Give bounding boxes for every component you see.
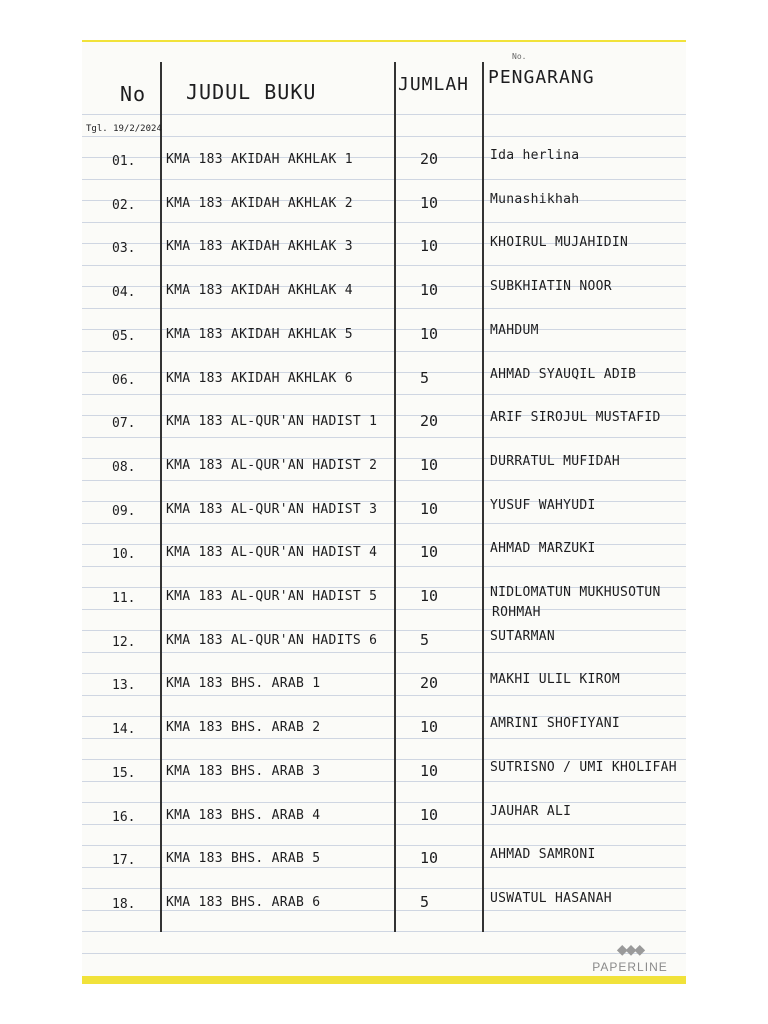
ruled-line — [82, 566, 686, 567]
book-quantity: 5 — [420, 630, 430, 649]
book-author: Munashikhah — [490, 191, 580, 207]
book-quantity: 10 — [420, 499, 439, 518]
notebook-page — [82, 42, 686, 982]
book-title: KMA 183 AL-QUR'AN HADIST 2 — [166, 457, 378, 473]
book-title: KMA 183 BHS. ARAB 1 — [166, 676, 321, 692]
row-number: 13. — [112, 678, 136, 694]
row-number: 07. — [112, 416, 136, 432]
row-number: 06. — [112, 372, 136, 388]
book-quantity: 10 — [420, 587, 439, 605]
book-title: KMA 183 BHS. ARAB 5 — [166, 851, 321, 867]
row-number: 02. — [112, 197, 136, 213]
column-divider-qty — [482, 62, 484, 932]
book-title: KMA 183 AKIDAH AKHLAK 3 — [166, 239, 353, 255]
book-title: KMA 183 AKIDAH AKHLAK 6 — [166, 370, 353, 386]
book-title: KMA 183 AL-QUR'AN HADIST 3 — [166, 501, 378, 517]
bottom-yellow-strip — [82, 976, 686, 984]
book-title: KMA 183 AL-QUR'AN HADIST 1 — [166, 414, 378, 430]
book-title: KMA 183 AKIDAH AKHLAK 4 — [166, 283, 353, 299]
no-field-label: No. — [512, 52, 527, 61]
book-quantity: 10 — [420, 193, 439, 212]
book-quantity: 10 — [420, 761, 439, 780]
ruled-line — [82, 480, 686, 481]
book-title: KMA 183 BHS. ARAB 3 — [166, 763, 321, 779]
row-number: 12. — [112, 634, 136, 650]
book-author: JAUHAR ALI — [490, 803, 572, 819]
row-number: 17. — [112, 853, 136, 869]
paperline-logo — [590, 942, 670, 974]
ruled-line — [82, 781, 686, 782]
header-author: PENGARANG — [488, 67, 595, 88]
ruled-line — [82, 802, 686, 803]
book-author: AHMAD SAMRONI — [490, 847, 596, 863]
book-author: AHMAD MARZUKI — [490, 541, 596, 557]
book-quantity: 10 — [420, 281, 439, 300]
row-number: 01. — [112, 154, 136, 169]
paperline-mark-icon: ◆◆◆ — [616, 942, 644, 958]
ruled-line — [82, 437, 686, 438]
row-number: 08. — [112, 459, 136, 475]
ruled-line — [82, 308, 686, 309]
book-quantity: 10 — [420, 324, 439, 343]
ruled-line — [82, 394, 686, 395]
book-title: KMA 183 BHS. ARAB 4 — [166, 807, 321, 823]
book-title: KMA 183 AKIDAH AKHLAK 5 — [166, 326, 353, 342]
book-author: YUSUF WAHYUDI — [490, 497, 596, 513]
ruled-line — [82, 867, 686, 868]
row-number: 04. — [112, 285, 136, 301]
ruled-line — [82, 265, 686, 266]
ruled-line — [82, 136, 686, 137]
book-quantity: 10 — [420, 849, 439, 868]
date-note: Tgl. 19/2/2024 — [86, 124, 162, 134]
ruled-line — [82, 824, 686, 825]
book-title: KMA 183 AL-QUR'AN HADITS 6 — [166, 632, 378, 648]
row-number: 09. — [112, 503, 136, 519]
book-author: KHOIRUL MUJAHIDIN — [490, 235, 629, 251]
book-author: AMRINI SHOFIYANI — [490, 716, 621, 732]
column-divider-no — [160, 62, 162, 932]
row-number: 16. — [112, 809, 136, 825]
book-quantity: 5 — [420, 368, 430, 387]
book-title: KMA 183 AKIDAH AKHLAK 1 — [166, 152, 353, 167]
book-quantity: 20 — [420, 412, 439, 431]
ruled-line — [82, 609, 686, 610]
row-number: 14. — [112, 722, 136, 738]
ruled-line — [82, 695, 686, 696]
header-title: JUDUL BUKU — [186, 80, 317, 104]
book-quantity: 10 — [420, 543, 439, 562]
ruled-line — [82, 652, 686, 653]
book-author: MAHDUM — [490, 322, 539, 338]
header-no: No — [120, 82, 147, 106]
book-quantity: 10 — [420, 237, 439, 256]
book-quantity: 20 — [420, 150, 439, 168]
ruled-line — [82, 738, 686, 739]
ruled-line — [82, 351, 686, 352]
ruled-line — [82, 630, 686, 631]
book-title: KMA 183 AL-QUR'AN HADIST 4 — [166, 545, 378, 561]
row-number: 10. — [112, 547, 136, 563]
book-title: KMA 183 BHS. ARAB 6 — [166, 894, 321, 910]
book-author: SUTRISNO / UMI KHOLIFAH — [490, 759, 677, 775]
book-author: SUBKHIATIN NOOR — [490, 279, 612, 295]
book-title: KMA 183 AL-QUR'AN HADIST 5 — [166, 589, 378, 604]
ruled-line — [82, 888, 686, 889]
book-quantity: 20 — [420, 674, 439, 693]
book-title: KMA 183 BHS. ARAB 2 — [166, 720, 321, 736]
ruled-line — [82, 523, 686, 524]
book-author: USWATUL HASANAH — [490, 890, 612, 906]
row-number: 15. — [112, 765, 136, 781]
book-quantity: 10 — [420, 718, 439, 737]
book-quantity: 10 — [420, 455, 439, 474]
book-title: KMA 183 AKIDAH AKHLAK 2 — [166, 195, 353, 211]
ruled-line — [82, 222, 686, 223]
ruled-line — [82, 845, 686, 846]
book-author: ARIF SIROJUL MUSTAFID — [490, 410, 661, 426]
row-number: 03. — [112, 241, 136, 257]
header-qty: JUMLAH — [398, 74, 470, 95]
book-author: Ida herlina — [490, 148, 580, 163]
paperline-wordmark: PAPERLINE — [592, 960, 668, 974]
ruled-line — [82, 114, 686, 115]
book-author: NIDLOMATUN MUKHUSOTUN — [490, 585, 661, 600]
row-number: 11. — [112, 591, 136, 606]
book-author-continued: ROHMAH — [492, 605, 541, 620]
row-number: 05. — [112, 328, 136, 344]
column-divider-title — [394, 62, 396, 932]
row-number: 18. — [112, 896, 136, 912]
book-author: SUTARMAN — [490, 628, 556, 644]
book-author: AHMAD SYAUQIL ADIB — [490, 366, 637, 382]
book-author: DURRATUL MUFIDAH — [490, 453, 621, 469]
book-author: MAKHI ULIL KIROM — [490, 672, 621, 688]
ruled-line — [82, 179, 686, 180]
ruled-line — [82, 931, 686, 932]
book-quantity: 5 — [420, 892, 430, 911]
book-quantity: 10 — [420, 805, 439, 824]
